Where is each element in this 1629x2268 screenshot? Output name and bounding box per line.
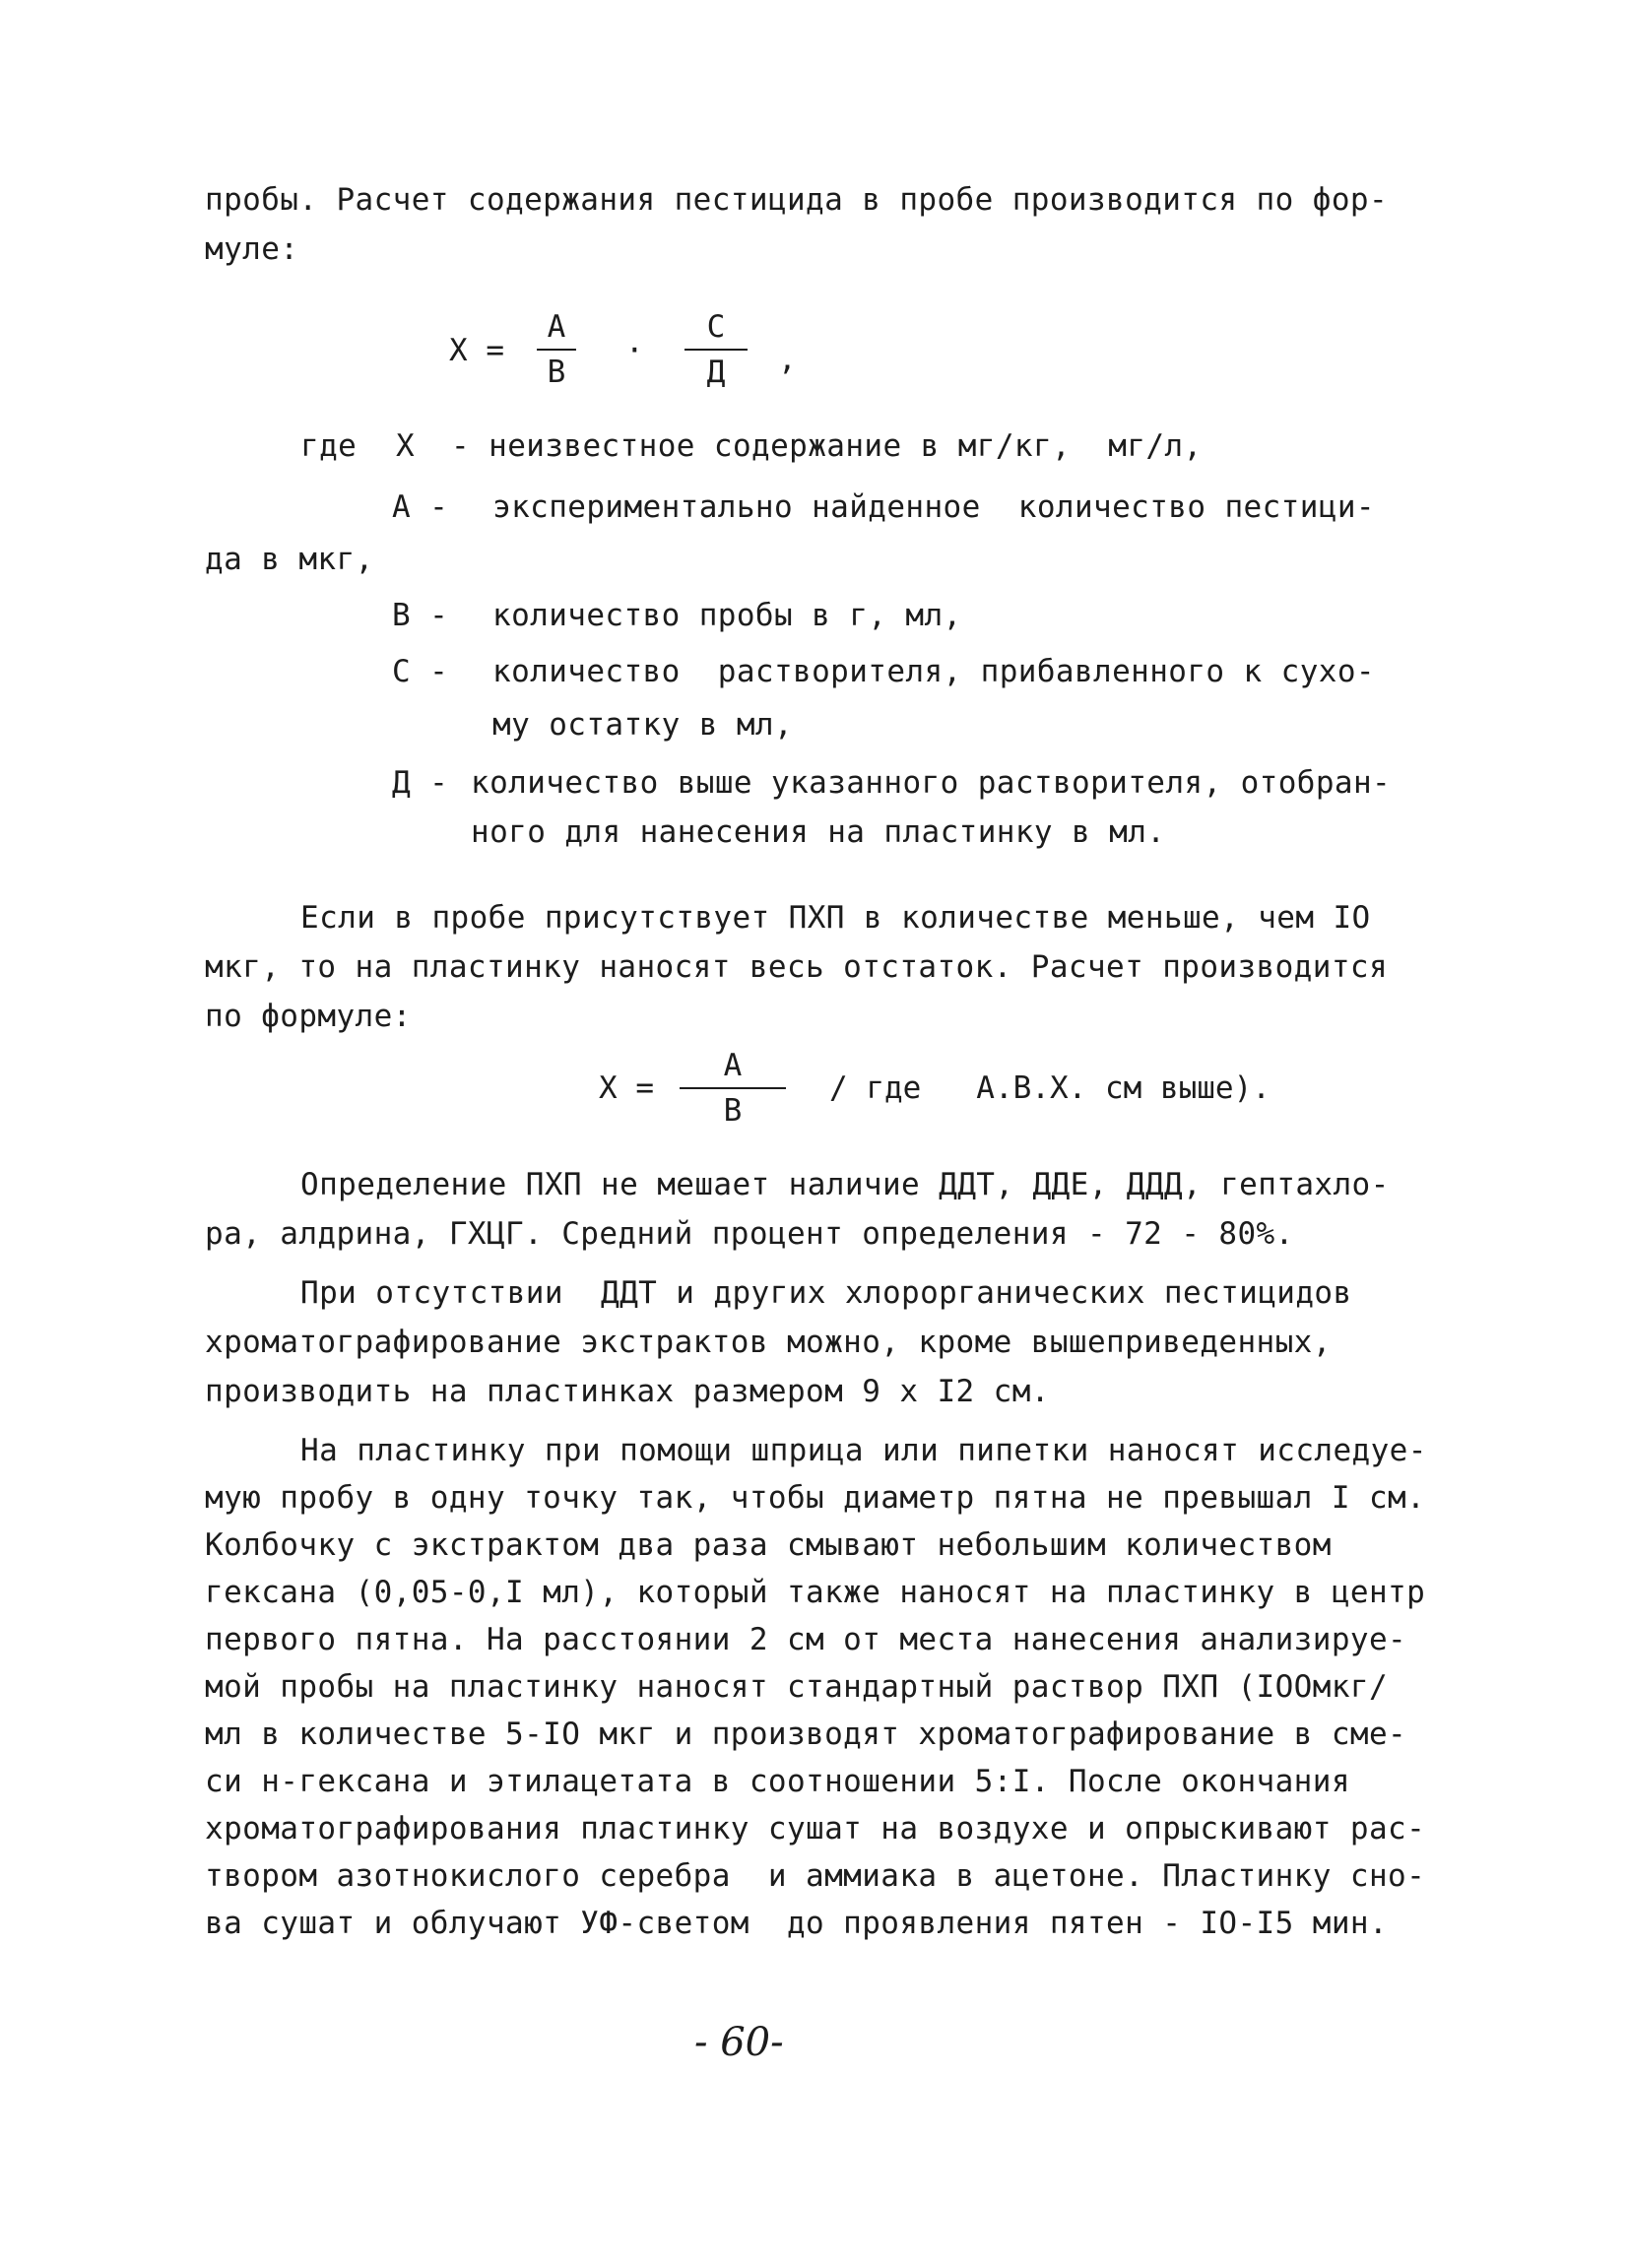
fraction-denominator: Д [706,355,726,390]
fraction-numerator: C [706,309,726,345]
text-line: мл в количестве 5-IO мкг и производят хроматографирование в сме- [205,1717,1407,1752]
fraction-numerator: A [723,1048,743,1083]
text-line: ва сушат и облучают УФ-светом до проявления пятен - IO-I5 мин. [205,1906,1389,1941]
fraction-a-over-b [680,1046,786,1131]
legend-text: му остатку в мл, [492,707,794,743]
page-number: - 60- [694,2020,784,2065]
multiplication-dot: · [625,333,644,368]
text-line: Если в пробе присутствует ПХП в количестве меньше, чем IO [300,900,1371,936]
legend-text: экспериментально найденное количество пестици- [492,489,1375,525]
legend-symbol: B - [392,598,449,633]
legend-text: да в мкг, [205,542,374,577]
text-line: хроматографирования пластинку сушат на воздухе и опрыскивают рас- [205,1811,1426,1847]
fraction-denominator: B [723,1093,743,1129]
fraction-a-over-b [537,307,576,392]
text-line: гексана (0,05-0,I мл), который также наносят на пластинку в центр [205,1575,1426,1610]
formula-comma: , [778,342,797,377]
text-line: пробы. Расчет содержания пестицида в пробе производится по фор- [205,182,1389,218]
text-line: производить на пластинках размером 9 х I2 см. [205,1374,1050,1409]
text-line: Колбочку с экстрактом два раза смывают небольшим количеством [205,1527,1332,1563]
text-line: мой пробы на пластинку наносят стандартный раствор ПХП (IOOмкг/ [205,1669,1389,1705]
legend-text: количество пробы в г, мл, [492,598,962,633]
legend-where: где [300,428,358,464]
formula-lhs: X = [449,333,504,368]
fraction-denominator: B [547,355,566,390]
legend-symbol: X [396,428,416,464]
formula-lhs: X = [599,1070,654,1106]
fraction-bar [680,1087,786,1089]
legend-text: ного для нанесения на пластинку в мл. [471,814,1166,850]
text-line: муле: [205,231,299,267]
text-line: мую пробу в одну точку так, чтобы диаметр пятна не превышал I см. [205,1480,1426,1516]
text-line: ра, алдрина, ГХЦГ. Средний процент определения - 72 - 80%. [205,1216,1294,1252]
text-line: твором азотнокислого серебра и аммиака в ацетоне. Пластинку сно- [205,1858,1426,1894]
text-line: На пластинку при помощи шприца или пипетки наносят исследуе- [300,1433,1427,1468]
fraction-numerator: A [547,309,566,345]
legend-text: - неизвестное содержание в мг/кг, мг/л, [451,428,1203,464]
legend-symbol: Д - [392,765,449,801]
fraction-c-over-d [684,307,748,392]
legend-text: количество растворителя, прибавленного к сухо- [492,654,1375,689]
text-line: первого пятна. На расстоянии 2 см от места нанесения анализируе- [205,1622,1407,1657]
formula-note: / где A.B.X. см выше). [829,1070,1271,1106]
text-line: При отсутствии ДДТ и других хлорорганических пестицидов [300,1275,1352,1311]
fraction-bar [537,349,576,351]
text-line: си н-гексана и этилацетата в соотношении 5:I. После окончания [205,1764,1350,1799]
text-line: хроматографирование экстрактов можно, кроме вышеприведенных, [205,1325,1332,1360]
legend-text: количество выше указанного растворителя, отобран- [471,765,1392,801]
text-line: мкг, то на пластинку наносят весь отстаток. Расчет производится [205,949,1389,985]
fraction-bar [684,349,748,351]
text-line: по формуле: [205,999,412,1034]
legend-symbol: C - [392,654,449,689]
legend-symbol: A - [392,489,449,525]
text-line: Определение ПХП не мешает наличие ДДТ, ДДЕ, ДДД, гептахло- [300,1167,1390,1202]
